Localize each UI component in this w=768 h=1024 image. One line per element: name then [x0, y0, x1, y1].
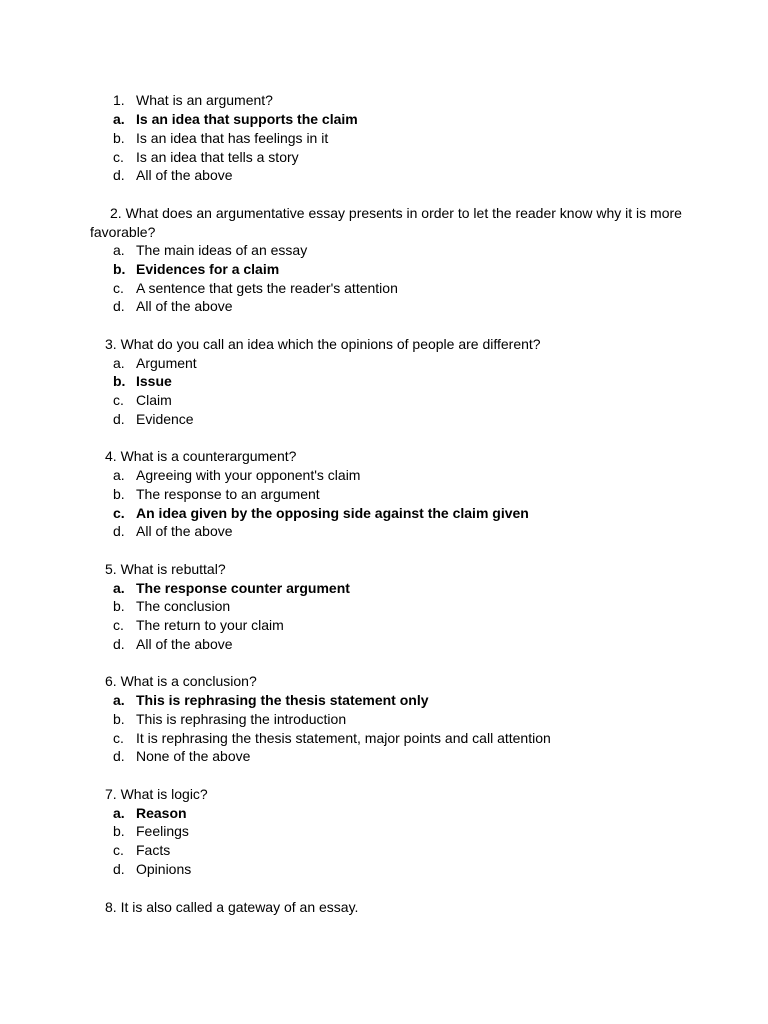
question-1-option-d — [0, 166, 768, 185]
question-5-option-b — [0, 597, 768, 616]
question-6-prompt: 6. What is a conclusion? — [105, 673, 257, 689]
question-6-option-b — [0, 710, 768, 729]
option-letter: d. — [113, 636, 125, 652]
option-letter: b. — [113, 486, 125, 502]
option-letter: c. — [113, 730, 124, 746]
option-text: Argument — [136, 355, 197, 371]
question-1-option-a — [0, 110, 768, 129]
option-letter: c. — [113, 280, 124, 296]
option-letter: d. — [113, 861, 125, 877]
option-text: Is an idea that tells a story — [136, 149, 299, 165]
question-3-option-a — [0, 354, 768, 373]
option-text: The main ideas of an essay — [136, 242, 308, 258]
question-4-option-b — [0, 485, 768, 504]
option-letter: b. — [113, 711, 125, 727]
question-7-option-a — [0, 804, 768, 823]
option-letter: d. — [113, 167, 125, 183]
option-letter: c. — [113, 149, 124, 165]
option-text: The return to your claim — [136, 617, 284, 633]
option-letter: b. — [113, 598, 125, 614]
option-text: Claim — [136, 392, 172, 408]
question-6-option-c — [0, 729, 768, 748]
question-3-option-c — [0, 391, 768, 410]
question-3-option-b — [0, 372, 768, 391]
option-letter: d. — [113, 411, 125, 427]
option-letter: a. — [113, 355, 125, 371]
question-4-prompt: 4. What is a counterargument? — [105, 448, 297, 464]
question-3-option-d — [0, 410, 768, 429]
option-letter: a. — [113, 580, 125, 596]
question-7-option-d — [0, 860, 768, 879]
question-1-prompt: What is an argument? — [136, 92, 273, 108]
option-letter: d. — [113, 298, 125, 314]
option-text: All of the above — [136, 523, 233, 539]
option-text: This is rephrasing the thesis statement only — [136, 692, 429, 708]
question-6-option-a — [0, 691, 768, 710]
question-2-option-a — [0, 241, 768, 260]
option-text: This is rephrasing the introduction — [136, 711, 347, 727]
option-letter: c. — [113, 505, 125, 521]
option-letter: d. — [113, 523, 125, 539]
option-text: A sentence that gets the reader's attention — [136, 280, 398, 296]
option-text: Agreeing with your opponent's claim — [136, 467, 361, 483]
question-4-option-c — [0, 504, 768, 523]
question-5-option-d — [0, 635, 768, 654]
option-text: The response to an argument — [136, 486, 320, 502]
question-8-prompt: 8. It is also called a gateway of an essay. — [105, 899, 359, 915]
option-letter: b. — [113, 823, 125, 839]
question-1-option-c — [0, 148, 768, 167]
question-2-option-b — [0, 260, 768, 279]
option-letter: a. — [113, 242, 125, 258]
question-7-prompt: 7. What is logic? — [105, 786, 208, 802]
option-letter: b. — [113, 261, 126, 277]
option-text: All of the above — [136, 636, 233, 652]
option-text: Evidences for a claim — [136, 261, 280, 277]
question-5-option-c — [0, 616, 768, 635]
option-text: Feelings — [136, 823, 189, 839]
question-7-option-c — [0, 841, 768, 860]
option-letter: c. — [113, 617, 124, 633]
question-5-option-a — [0, 579, 768, 598]
option-letter: b. — [113, 373, 126, 389]
question-3-prompt: 3. What do you call an idea which the opinions of people are different? — [105, 336, 541, 352]
question-7-option-b — [0, 822, 768, 841]
question-2-option-c — [0, 279, 768, 298]
option-letter: c. — [113, 842, 124, 858]
option-letter: a. — [113, 805, 125, 821]
option-letter: a. — [113, 467, 125, 483]
option-text: It is rephrasing the thesis statement, major points and call attention — [136, 730, 551, 746]
option-text: Facts — [136, 842, 171, 858]
option-text: Issue — [136, 373, 172, 389]
option-text: None of the above — [136, 748, 251, 764]
option-text: An idea given by the opposing side against the claim given — [136, 505, 529, 521]
option-text: Reason — [136, 805, 187, 821]
option-text: The conclusion — [136, 598, 231, 614]
question-4-option-a — [0, 466, 768, 485]
option-letter: c. — [113, 392, 124, 408]
option-text: Is an idea that has feelings in it — [136, 130, 329, 146]
option-letter: a. — [113, 692, 125, 708]
option-text: All of the above — [136, 298, 233, 314]
question-5-prompt: 5. What is rebuttal? — [105, 561, 226, 577]
option-text: The response counter argument — [136, 580, 350, 596]
question-6-option-d — [0, 747, 768, 766]
question-4-option-d — [0, 522, 768, 541]
question-2-prompt: 2. What does an argumentative essay presents in order to let the reader know why it is more favorable? — [90, 205, 682, 240]
question-1-number: 1. — [113, 92, 125, 108]
option-text: Is an idea that supports the claim — [136, 111, 358, 127]
option-text: Evidence — [136, 411, 194, 427]
option-text: All of the above — [136, 167, 233, 183]
question-1-option-b — [0, 129, 768, 148]
option-letter: a. — [113, 111, 125, 127]
option-letter: d. — [113, 748, 125, 764]
question-2-option-d — [0, 297, 768, 316]
option-letter: b. — [113, 130, 125, 146]
option-text: Opinions — [136, 861, 192, 877]
